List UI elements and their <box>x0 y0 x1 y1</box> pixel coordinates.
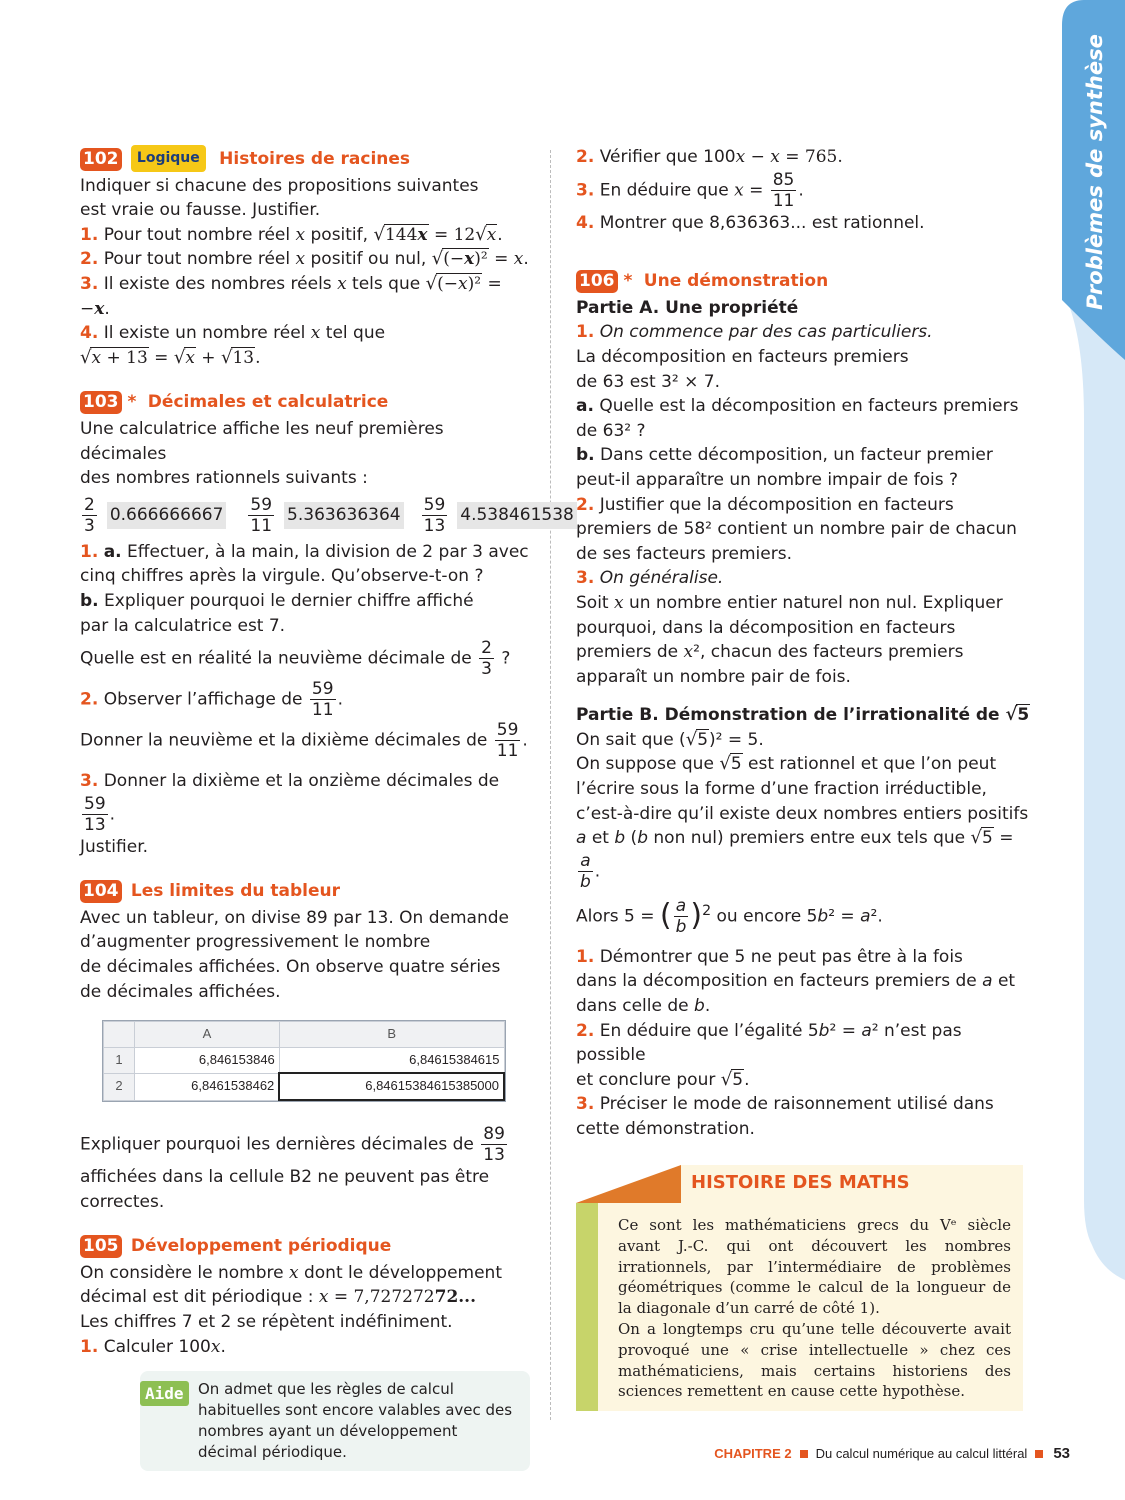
history-box <box>576 1165 1023 1411</box>
text-line: Soit x un nombre entier naturel non nul. Expliquer <box>576 592 1003 613</box>
question-1b: b. Expliquer pourquoi le dernier chiffre affiché <box>80 590 474 611</box>
question-1b: b. Dans cette décomposition, un facteur premier <box>576 445 993 466</box>
question-3: 3. Préciser le mode de raisonnement utilisé dans <box>576 1094 994 1115</box>
exercise-102 <box>80 145 530 370</box>
question-2: 2. Justifier que la décomposition en facteurs <box>576 494 954 515</box>
question-2: 2. Observer l’affichage de $\frac{59}{11}$ . <box>80 679 343 721</box>
text-line: On suppose que √5 est rationnel et que l’on peut <box>576 753 997 775</box>
text-line: a et b (b non nul) premiers entre eux tels que √5 = $\frac{a}{b}$ . <box>576 827 1014 892</box>
exercise-title: Une démonstration <box>643 271 829 292</box>
text-line: On considère le nombre x dont le développement <box>80 1262 502 1283</box>
question-1: 1. Calculer 100x. <box>80 1336 226 1357</box>
question-3: 3. En déduire que x = $\frac{85}{11}$ . <box>576 169 804 211</box>
exercise-title: Histoires de racines <box>219 149 411 169</box>
text-line: par la calculatrice est 7. <box>80 615 286 636</box>
text-line: Justifier. <box>80 836 149 857</box>
text-line: correctes. <box>80 1191 165 1212</box>
text-line: apparaît un nombre pair de fois. <box>576 666 851 687</box>
history-body <box>576 1203 1023 1411</box>
history-title: HISTOIRE DES MATHS <box>691 1172 910 1193</box>
history-corner <box>576 1165 681 1203</box>
exercise-title: Développement périodique <box>130 1236 392 1257</box>
calculator-display: 5.363636364 <box>284 502 404 529</box>
exercise-title: Décimales et calculatrice <box>147 392 389 413</box>
intro-line: Indiquer si chacune des propositions suivantes <box>80 175 479 196</box>
hint-badge: Aide <box>140 1381 189 1406</box>
text-line: cette démonstration. <box>576 1119 755 1139</box>
chapter-label: CHAPITRE 2 <box>714 1446 792 1461</box>
text-line: cinq chiffres après la virgule. Qu’observe-t-on ? <box>80 566 484 587</box>
left-column <box>80 145 574 1471</box>
sidebar-label: Problèmes de synthèse <box>1083 34 1107 310</box>
text-line: décimal est dit périodique : x = 7,72727272... <box>80 1287 477 1308</box>
exercise-number: 105 <box>80 1235 122 1258</box>
exercise-106: 106 * Une démonstration Partie A. Une propriété 1. On commence par des cas particuliers. La décomposition en facteurs premiers de 63 est 3² × 7. a. Quelle est la décomposition en facteurs premiers de 63² ? b. Dans cette décomposition, un facteur premier peut-il apparaître un nombre impair de fois ? 2. Justifier que la décomposition en facteurs premiers de 58² contient un nombre pair de chacun de ses facteurs premiers. 3. On généralise. Soit x un nombre entier naturel non nul. Expliquer pourquoi, dans la décomposition en facteurs premiers de x², chacun des facteurs premiers apparaît un nombre pair de fois. Partie B. Démonstration de l’irrationalité de √5 On sait que (√5)² = 5. On suppose que √5 est rationnel et que l’on peut l’écrire sous la forme d’une fraction irréductible, c’est-à-dire qu’il existe deux nombres entiers positifs a et b (b non nul) premiers entre eux tels que √5 = $\frac{a}{b}$ . Alors 5 = ( $\frac{a}{b}$ )$^2$ ou encore 5b² = a². 1. Démontrer que 5 ne peut pas être à la fois dans la décomposition en facteurs premiers de a et dans celle de b. 2. En déduire que l’égalité 5b² = a² n’est pas possible et conclure pour √5. 3. Préciser le mode de raisonnement utilisé dans cette démonstration. <box>576 269 1031 1141</box>
part-heading: Partie B. Démonstration de l’irrationalité de √5 <box>576 704 1030 726</box>
text-line: premiers de 58² contient un nombre pair de chacun <box>576 519 1017 540</box>
calculator-display: 0.666666667 <box>107 502 227 529</box>
hint-text: On admet que les règles de calcul habituelles sont encore valables avec des nombres ayant un développement décimal périodique. <box>198 1380 513 1462</box>
history-paragraph: On a longtemps cru qu’une telle découverte avait provoqué une « crise intellectuelle » chez ces mathématiciens, mais certains historiens des sciences remettent en cause cette hypothèse. <box>618 1319 1011 1401</box>
question-1a: 1. a. Effectuer, à la main, la division de 2 par 3 avec <box>80 541 529 562</box>
exercise-title: Les limites du tableur <box>130 881 340 902</box>
text-line: de ses facteurs premiers. <box>576 543 792 564</box>
text-line: La décomposition en facteurs premiers <box>576 346 909 367</box>
exercise-number: 104 <box>80 880 122 903</box>
intro-line: des nombres rationnels suivants : <box>80 468 368 489</box>
chapter-title: Du calcul numérique au calcul littéral <box>815 1446 1028 1461</box>
equation: √x + 13 = √x + √13. <box>80 346 261 368</box>
part-heading: Partie A. Une propriété <box>576 297 799 318</box>
text-line: de décimales affichées. On observe quatre séries <box>80 957 501 978</box>
page-footer <box>714 1445 1070 1462</box>
text-line: c’est-à-dire qu’il existe deux nombres entiers positifs <box>576 803 1029 824</box>
exercise-105 <box>80 1234 530 1471</box>
text-line: Alors 5 = ( $\frac{a}{b}$ )$^2$ ou encore 5b² = a². <box>576 895 883 937</box>
text-line: Les chiffres 7 et 2 se répètent indéfiniment. <box>80 1312 453 1332</box>
intro-line: est vraie ou fausse. Justifier. <box>80 200 321 221</box>
question-4: 4. Montrer que 8,636363... est rationnel. <box>576 212 925 233</box>
column-divider <box>550 150 551 1420</box>
text-line: dans celle de b. <box>576 996 711 1017</box>
question-4: 4. Il existe un nombre réel x tel que <box>80 323 386 344</box>
text-line: Donner la neuvième et la dixième décimales de $\frac{59}{11}$ . <box>80 720 528 762</box>
question: Expliquer pourquoi les dernières décimales de $\frac{89}{13}$ <box>80 1124 505 1166</box>
intro-line: Une calculatrice affiche les neuf premières décimales <box>80 418 444 464</box>
question-1: 1. Démontrer que 5 ne peut pas être à la fois <box>576 946 963 967</box>
spreadsheet <box>102 1020 506 1102</box>
calculator-display: 4.538461538 <box>457 502 577 529</box>
text-line: de décimales affichées. <box>80 981 281 1002</box>
question-2: 2. Pour tout nombre réel x positif ou nul, √(−x)² = x. <box>80 248 529 270</box>
page-number: 53 <box>1053 1445 1070 1462</box>
exercise-number: 103 <box>80 391 122 414</box>
calculator-displays: $\frac{2}{3}$ 0.666666667 $\frac{59}{11}$ 5.363636364 $\frac{59}{13}$ 4.538461538 <box>80 495 530 536</box>
exercise-number: 102 <box>80 148 122 171</box>
question-2: 2. En déduire que l’égalité 5b² = a² n’est pas possible <box>576 1020 962 1066</box>
logic-tag: Logique <box>131 145 206 172</box>
column-header: B <box>279 1022 504 1048</box>
text-line: On sait que (√5)² = 5. <box>576 728 764 750</box>
question-1: 1. On commence par des cas particuliers. <box>576 322 933 343</box>
question-1a: a. Quelle est la décomposition en facteurs premiers <box>576 396 1019 417</box>
text-line: Quelle est en réalité la neuvième décimale de $\frac{2}{3}$ ? <box>80 638 511 680</box>
column-header: A <box>135 1022 280 1048</box>
text-line: pourquoi, dans la décomposition en facteurs <box>576 617 956 638</box>
sidebar-tab <box>1062 0 1125 1280</box>
text-line: affichées dans la cellule B2 ne peuvent pas être <box>80 1167 490 1188</box>
table-row: 2 6,8461538462 6,84615384615385000 <box>104 1073 505 1100</box>
exercise-104 <box>80 879 530 1214</box>
question-1: 1. Pour tout nombre réel x positif, √144x = 12√x. <box>80 223 503 245</box>
text-line: Avec un tableur, on divise 89 par 13. On demande <box>80 907 509 928</box>
hint-box <box>140 1371 530 1471</box>
question-3: 3. Donner la dixième et la onzième décimales de $\frac{59}{13}$ . <box>80 771 500 835</box>
text-line: de 63 est 3² × 7. <box>576 371 720 392</box>
text-line: premiers de x², chacun des facteurs premiers <box>576 642 964 663</box>
question-2: 2. Vérifier que 100x − x = 765. <box>576 147 843 167</box>
question-3: 3. On généralise. <box>576 568 724 589</box>
text-line: l’écrire sous la forme d’une fraction irréductible, <box>576 779 987 800</box>
text-line: peut-il apparaître un nombre impair de fois ? <box>576 469 958 490</box>
text-line: dans la décomposition en facteurs premiers de a et <box>576 971 1016 992</box>
right-column <box>576 145 1031 1142</box>
table-row: 1 6,846153846 6,84615384615 <box>104 1047 505 1073</box>
history-paragraph: Ce sont les mathématiciens grecs du Vᵉ siècle avant J.-C. qui ont découvert les nombres irrationnels, par l’intermédiaire de problèmes géométriques (comme le calcul de la longueur de la diagonale d’un carré de côté 1). <box>618 1216 1011 1318</box>
text-line: d’augmenter progressivement le nombre <box>80 932 431 953</box>
exercise-103: 103 * Décimales et calculatrice Une calculatrice affiche les neuf premières décimales des nombres rationnels suivants : $\frac{2}{3}$ 0.666666667 $\frac{59}{11}$ 5.363636364 $\frac{59}{13}$ 4.538461538 1. a. Effectuer, à la main, la division de 2 par 3 avec cinq chiffres après la virgule. Qu’observe-t-on ? b. Expliquer pourquoi le dernier chiffre affiché par la calculatrice est 7. Quelle est en réalité la neuvième décimale de $\frac{2}{3}$ ? 2. Observer l’affichage de $\frac{59}{11}$ . Donner la neuvième et la dixième décimales de $\frac{59}{11}$ . 3. Donner la dixième et la onzième décimales de $\frac{59}{13}$ . Justifier. <box>80 390 530 859</box>
text-line: et conclure pour √5. <box>576 1068 750 1090</box>
question-3: 3. Il existe des nombres réels x tels que √(−x)² = −x. <box>80 272 502 319</box>
text-line: de 63² ? <box>576 420 646 441</box>
exercise-number: 106 <box>576 270 618 293</box>
